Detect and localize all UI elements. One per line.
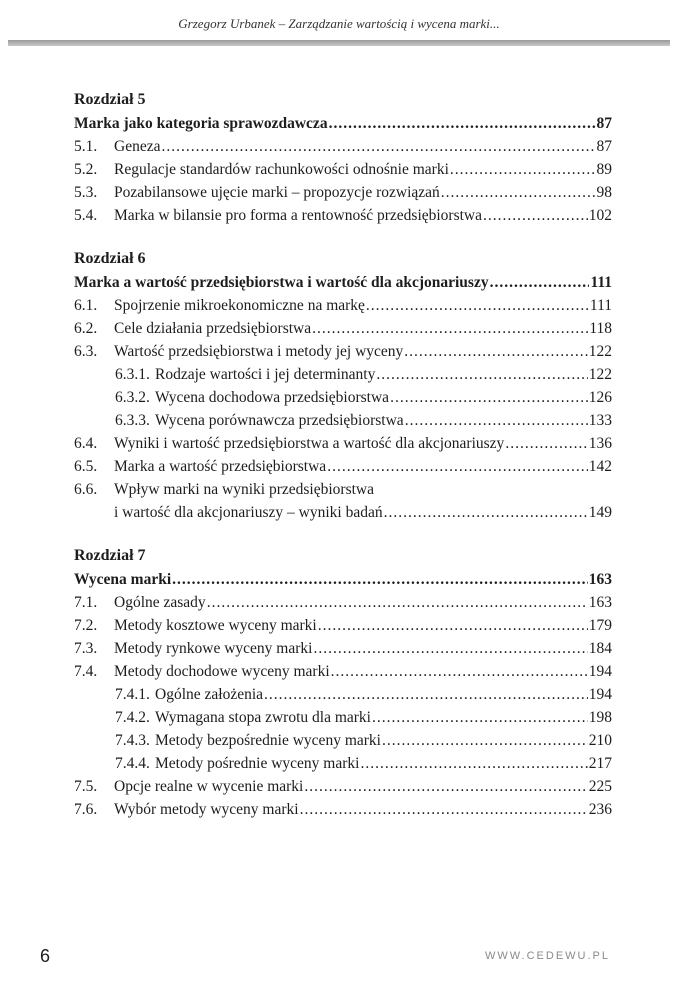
entry-label: Metody rynkowe wyceny marki: [114, 640, 313, 657]
entry-number: 6.3.2.: [115, 389, 150, 406]
toc-entry: [74, 614, 612, 637]
chapter-label: Rozdział 5: [74, 91, 146, 108]
toc-subentry: [74, 363, 612, 386]
entry-number: 7.3.: [74, 640, 98, 657]
chapter-title: Marka jako kategoria sprawozdawcza: [74, 115, 328, 132]
leader-dots: [172, 568, 588, 591]
toc-entry: [74, 637, 612, 660]
leader-dots: [384, 501, 588, 524]
toc-entry: [74, 591, 612, 614]
chapter-title-row: [74, 568, 612, 591]
leader-dots: [331, 660, 588, 683]
toc-subentry: [74, 683, 612, 706]
page-number: 225: [588, 778, 612, 795]
entry-number: 6.5.: [74, 458, 98, 475]
entry-label: Marka w bilansie pro forma a rentowność przedsiębiorstwa: [114, 207, 483, 224]
leader-dots: [390, 386, 588, 409]
entry-number: 5.2.: [74, 161, 98, 178]
leader-dots: [318, 614, 588, 637]
leader-dots: [207, 591, 588, 614]
page-number: 217: [588, 755, 612, 772]
entry-label: Ogólne zasady: [114, 594, 206, 611]
page-number: 102: [588, 207, 612, 224]
entry-number: 6.4.: [74, 435, 98, 452]
toc-entry-continuation: [74, 501, 612, 524]
page-number: 136: [588, 435, 612, 452]
page-number: 98: [596, 184, 612, 201]
page-number: 210: [588, 732, 612, 749]
entry-label: Wymagana stopa zwrotu dla marki: [155, 709, 371, 726]
toc-subentry: [74, 752, 612, 775]
page-number: 122: [588, 366, 612, 383]
chapter-title: Wycena marki: [74, 571, 172, 588]
leader-dots: [450, 158, 596, 181]
entry-label: Rodzaje wartości i jej determinanty: [155, 366, 376, 383]
entry-label: Wycena porównawcza przedsiębiorstwa: [155, 412, 404, 429]
entry-number: 6.3.1.: [115, 366, 150, 383]
header-rule: [8, 40, 670, 46]
leader-dots: [312, 317, 588, 340]
entry-number: 5.1.: [74, 138, 98, 155]
leader-dots: [300, 798, 588, 821]
entry-number: 7.4.: [74, 663, 98, 680]
entry-label: Opcje realne w wycenie marki: [114, 778, 304, 795]
toc-entry: [74, 181, 612, 204]
page-number: 89: [596, 161, 612, 178]
entry-label: Spojrzenie mikroekonomiczne na markę: [114, 297, 365, 314]
page-number: 133: [588, 412, 612, 429]
running-header: Grzegorz Urbanek – Zarządzanie wartością i wycena marki...: [178, 16, 500, 31]
page-number: 184: [588, 640, 612, 657]
entry-label: Wartość przedsiębiorstwa i metody jej wyceny: [114, 343, 404, 360]
entry-number: 6.3.: [74, 343, 98, 360]
toc-entry: [74, 455, 612, 478]
page-number: 194: [588, 686, 612, 703]
page-number: 179: [588, 617, 612, 634]
leader-dots: [304, 775, 587, 798]
toc-entry: [74, 204, 612, 227]
toc-subentry: [74, 706, 612, 729]
entry-label: Cele działania przedsiębiorstwa: [114, 320, 312, 337]
leader-dots: [505, 432, 587, 455]
leader-dots: [360, 752, 587, 775]
entry-label: Wpływ marki na wyniki przedsiębiorstwa: [114, 481, 374, 498]
toc-entry: [74, 478, 612, 501]
page-number: 163: [588, 571, 612, 588]
leader-dots: [366, 294, 589, 317]
entry-label: Metody dochodowe wyceny marki: [114, 663, 330, 680]
entry-label: Pozabilansowe ujęcie marki – propozycje rozwiązań: [114, 184, 440, 201]
chapter-title: Marka a wartość przedsiębiorstwa i wartość dla akcjonariuszy: [74, 274, 489, 291]
page-number: 126: [588, 389, 612, 406]
entry-label: Geneza: [114, 138, 161, 155]
entry-number: 6.2.: [74, 320, 98, 337]
chapter-label: Rozdział 6: [74, 250, 146, 267]
toc-entry: [74, 135, 612, 158]
entry-number: 6.6.: [74, 481, 98, 498]
chapter-6: [74, 247, 612, 524]
leader-dots: [441, 181, 596, 204]
page-number: 194: [588, 663, 612, 680]
entry-number: 7.1.: [74, 594, 98, 611]
page-number: 198: [588, 709, 612, 726]
page-number: 163: [588, 594, 612, 611]
leader-dots: [490, 271, 590, 294]
chapter-7: [74, 544, 612, 821]
entry-number: 7.4.4.: [115, 755, 150, 772]
leader-dots: [483, 204, 588, 227]
page-number: 87: [596, 138, 612, 155]
chapter-5: [74, 88, 612, 227]
page-number: 142: [588, 458, 612, 475]
chapter-title-row: [74, 271, 612, 294]
page-number: 118: [589, 320, 612, 337]
entry-number: 6.3.3.: [115, 412, 150, 429]
leader-dots: [329, 112, 596, 135]
entry-number: 7.2.: [74, 617, 98, 634]
entry-label: Metody pośrednie wyceny marki: [155, 755, 360, 772]
page-number: 236: [588, 801, 612, 818]
toc-subentry: [74, 409, 612, 432]
leader-dots: [405, 409, 588, 432]
entry-number: 6.1.: [74, 297, 98, 314]
entry-label: Wybór metody wyceny marki: [114, 801, 299, 818]
toc-entry: [74, 660, 612, 683]
page-number: 111: [590, 274, 612, 291]
entry-label: Ogólne założenia: [155, 686, 264, 703]
entry-label: Metody bezpośrednie wyceny marki: [155, 732, 381, 749]
table-of-contents: [74, 88, 612, 841]
entry-number: 7.4.3.: [115, 732, 150, 749]
chapter-title-row: [74, 112, 612, 135]
chapter-label: Rozdział 7: [74, 547, 146, 564]
leader-dots: [382, 729, 588, 752]
toc-entry: [74, 294, 612, 317]
toc-entry: [74, 317, 612, 340]
leader-dots: [376, 363, 587, 386]
toc-entry: [74, 775, 612, 798]
footer-website: WWW.CEDEWU.PL: [485, 950, 610, 962]
entry-label: Marka a wartość przedsiębiorstwa: [114, 458, 327, 475]
toc-entry: [74, 798, 612, 821]
entry-number: 5.4.: [74, 207, 98, 224]
page-number: 87: [596, 115, 612, 132]
entry-number: 7.6.: [74, 801, 98, 818]
leader-dots: [372, 706, 588, 729]
entry-number: 5.3.: [74, 184, 98, 201]
page-number: 122: [588, 343, 612, 360]
toc-entry: [74, 158, 612, 181]
entry-number: 7.4.1.: [115, 686, 150, 703]
entry-label: Wycena dochodowa przedsiębiorstwa: [155, 389, 390, 406]
leader-dots: [264, 683, 588, 706]
entry-number: 7.4.2.: [115, 709, 150, 726]
footer-page-number: 6: [40, 946, 51, 966]
entry-label-continuation: i wartość dla akcjonariuszy – wyniki badań: [114, 504, 383, 521]
page-number: 111: [589, 297, 612, 314]
toc-subentry: [74, 386, 612, 409]
entry-number: 7.5.: [74, 778, 98, 795]
entry-label: Regulacje standardów rachunkowości odnośnie marki: [114, 161, 449, 178]
leader-dots: [327, 455, 588, 478]
toc-subentry: [74, 729, 612, 752]
toc-entry: [74, 340, 612, 363]
leader-dots: [313, 637, 587, 660]
entry-label: Metody kosztowe wyceny marki: [114, 617, 317, 634]
leader-dots: [161, 135, 595, 158]
page-number: 149: [588, 504, 612, 521]
leader-dots: [404, 340, 587, 363]
toc-entry: [74, 432, 612, 455]
entry-label: Wyniki i wartość przedsiębiorstwa a wartość dla akcjonariuszy: [114, 435, 505, 452]
